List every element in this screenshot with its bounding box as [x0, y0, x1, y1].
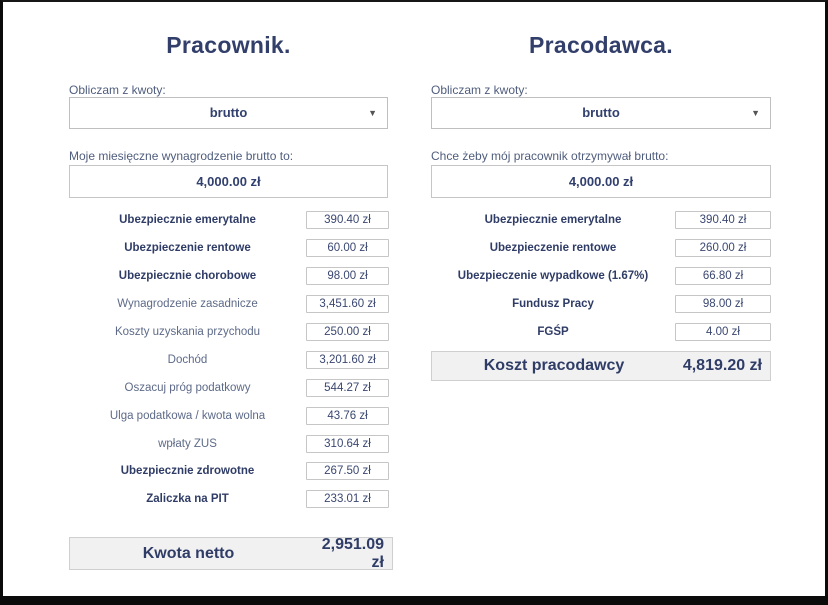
- row-label: Fundusz Pracy: [512, 298, 594, 310]
- row-value-field[interactable]: 66.80 zł: [675, 267, 771, 285]
- employer-cost-summary: [431, 351, 771, 381]
- employer-calc-from-selected-value: brutto: [582, 105, 620, 120]
- net-amount-value: 2,951.09 zł: [321, 535, 384, 571]
- employee-amount-label: Moje miesięczne wynagrodzenie brutto to:: [69, 149, 294, 163]
- table-row: [69, 462, 389, 480]
- employer-calc-from-select[interactable]: [431, 97, 771, 129]
- row-label: Wynagrodzenie zasadnicze: [117, 298, 258, 310]
- row-label: Koszty uzyskania przychodu: [114, 326, 261, 338]
- row-label: Ulga podatkowa / kwota wolna: [109, 410, 266, 422]
- row-label: FGŚP: [537, 326, 569, 338]
- table-row: [69, 267, 389, 285]
- row-label: Ubezpieczenie wypadkowe (1.67%): [457, 270, 649, 282]
- row-value-field[interactable]: 98.00 zł: [306, 267, 389, 285]
- row-value-field[interactable]: 390.40 zł: [675, 211, 771, 229]
- row-label: Oszacuj próg podatkowy: [124, 382, 251, 394]
- row-value-field[interactable]: 98.00 zł: [675, 295, 771, 313]
- employer-title: Pracodawca.: [529, 32, 673, 58]
- table-row: [431, 239, 771, 257]
- employee-calc-from-label: Obliczam z kwoty:: [69, 83, 166, 97]
- table-row: [69, 490, 389, 508]
- row-label: Ubezpiecznie zdrowotne: [120, 465, 255, 477]
- row-value-field[interactable]: 260.00 zł: [675, 239, 771, 257]
- employer-cost-label: Koszt pracodawcy: [483, 357, 625, 374]
- chevron-down-icon: ▼: [751, 108, 760, 118]
- table-row: [69, 407, 389, 425]
- chevron-down-icon: ▼: [368, 108, 377, 118]
- employer-amount-label: Chce żeby mój pracownik otrzymywał brutto:: [431, 149, 669, 163]
- row-label: Zaliczka na PIT: [146, 493, 229, 505]
- row-value-field[interactable]: 3,201.60 zł: [306, 351, 389, 369]
- employer-gross-amount-input[interactable]: [431, 165, 771, 198]
- row-label: wpłaty ZUS: [158, 438, 217, 450]
- row-value-field[interactable]: 233.01 zł: [306, 490, 389, 508]
- table-row: [69, 211, 389, 229]
- row-value-field[interactable]: 43.76 zł: [306, 407, 389, 425]
- row-value-field[interactable]: 267.50 zł: [306, 462, 389, 480]
- table-row: [431, 295, 771, 313]
- table-row: [431, 267, 771, 285]
- employer-calc-from-label: Obliczam z kwoty:: [431, 83, 528, 97]
- table-row: [69, 435, 389, 453]
- net-amount-label: Kwota netto: [142, 544, 235, 562]
- row-value-field[interactable]: 3,451.60 zł: [306, 295, 389, 313]
- table-row: [69, 351, 389, 369]
- employee-calc-from-selected-value: brutto: [209, 105, 248, 120]
- employer-cost-value: 4,819.20 zł: [682, 357, 762, 374]
- row-label: Ubezpiecznie chorobowe: [118, 270, 257, 282]
- row-value-field[interactable]: 4.00 zł: [675, 323, 771, 341]
- table-row: [431, 323, 771, 341]
- row-value-field[interactable]: 250.00 zł: [306, 323, 389, 341]
- row-label: Dochód: [167, 354, 208, 366]
- row-value-field[interactable]: 544.27 zł: [306, 379, 389, 397]
- employee-gross-amount-input[interactable]: [69, 165, 388, 198]
- row-value-field[interactable]: 60.00 zł: [306, 239, 389, 257]
- row-value-field[interactable]: 310.64 zł: [306, 435, 389, 453]
- row-label: Ubezpieczenie rentowe: [124, 242, 251, 254]
- table-row: [431, 211, 771, 229]
- table-row: [69, 295, 389, 313]
- employee-calc-from-select[interactable]: [69, 97, 388, 129]
- employee-title: Pracownik.: [166, 32, 291, 58]
- row-value-field[interactable]: 390.40 zł: [306, 211, 389, 229]
- row-label: Ubezpiecznie emerytalne: [119, 214, 256, 226]
- row-label: Ubezpieczenie rentowe: [489, 242, 617, 254]
- table-row: [69, 379, 389, 397]
- table-row: [69, 239, 389, 257]
- net-amount-summary: [69, 537, 393, 570]
- row-label: Ubezpiecznie emerytalne: [484, 214, 622, 226]
- table-row: [69, 323, 389, 341]
